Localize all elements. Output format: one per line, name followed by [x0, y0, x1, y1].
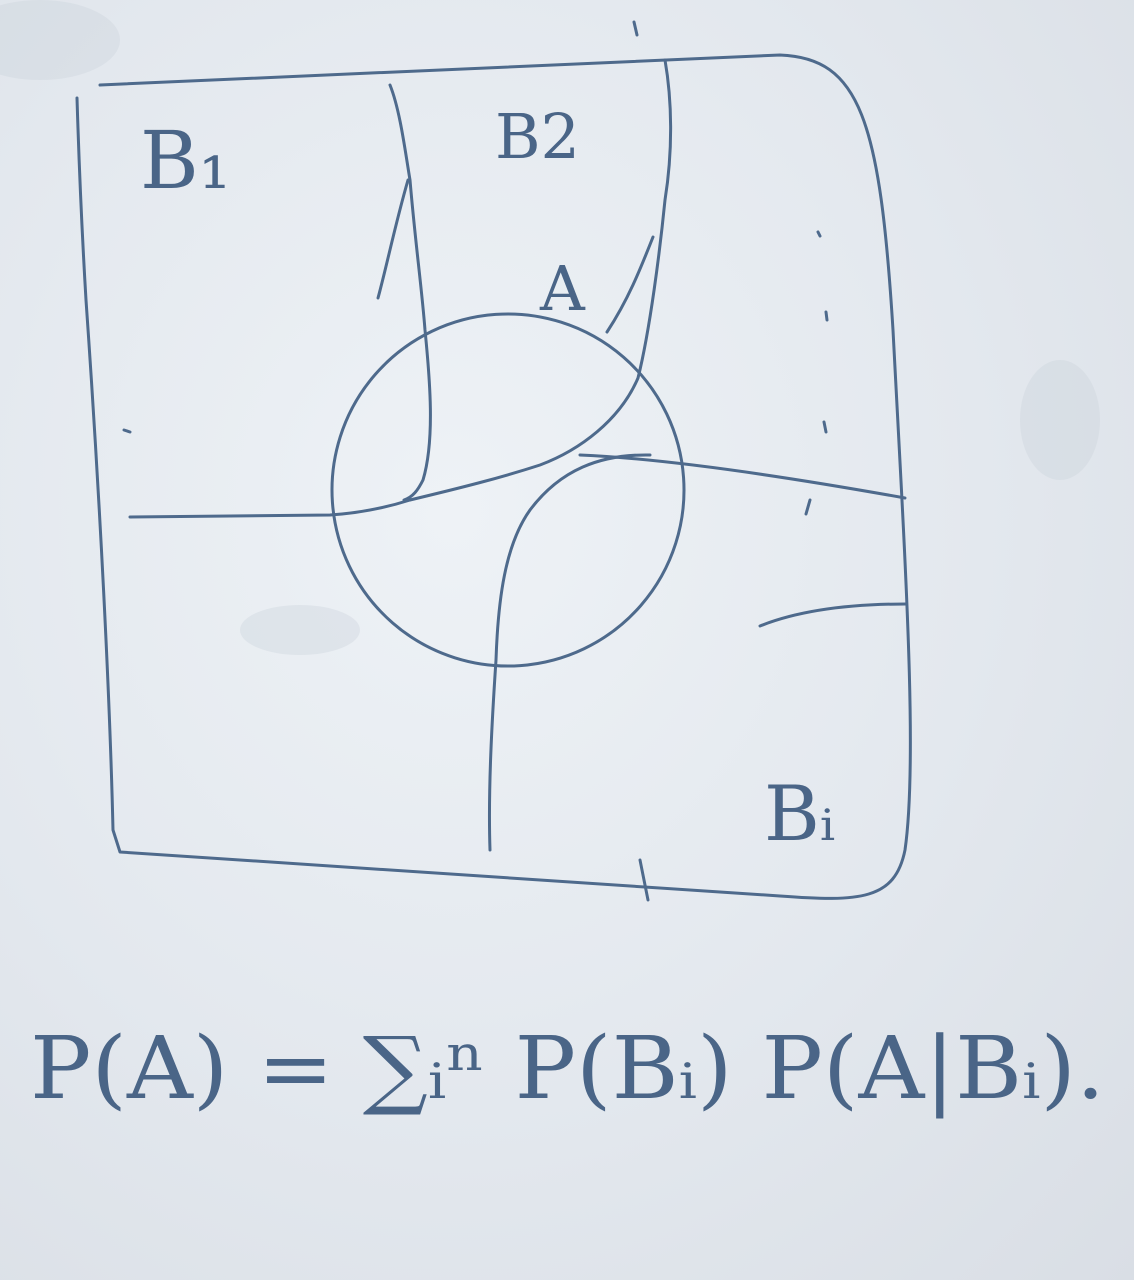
event-a-circle	[320, 302, 696, 678]
partition-line-b1-b2	[390, 85, 430, 500]
partition-curve-lower	[489, 455, 650, 850]
partition-tick-bottom	[640, 860, 648, 900]
label-b2: B2	[495, 100, 581, 173]
label-bi: Bᵢ	[764, 769, 836, 858]
partition-short-right	[760, 604, 906, 626]
partition-tick-top	[634, 22, 637, 35]
smudge	[1020, 360, 1100, 480]
total-probability-formula: P(A) = ∑ᵢⁿ P(Bᵢ) P(A|Bᵢ).	[30, 1019, 1105, 1119]
partition-horizontal-left	[130, 500, 410, 517]
partition-line-b2-inner	[607, 237, 653, 332]
smudge	[0, 0, 120, 80]
label-a: A	[540, 252, 585, 325]
ellipsis-dots	[124, 232, 827, 514]
smudge	[240, 605, 360, 655]
label-b1: B₁	[140, 114, 231, 207]
partition-line-b1-b2-inner	[378, 180, 408, 298]
partition-horizontal-right	[580, 455, 905, 498]
